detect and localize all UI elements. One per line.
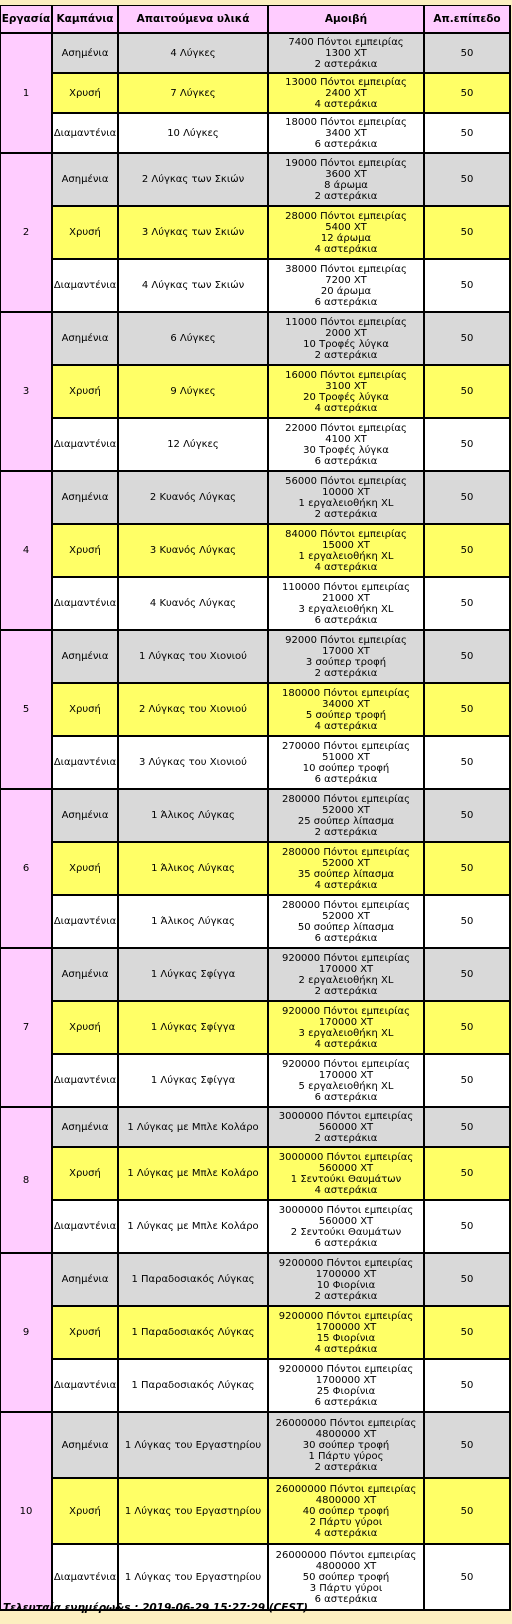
reward-line: 22000 Πόντοι εμπειρίας (285, 422, 407, 434)
reward-line: 4 αστεράκια (314, 98, 378, 110)
table-row (1, 207, 511, 260)
materials-cell: 1 Λύγκας του Εργαστηρίου (119, 1413, 269, 1479)
reward-line: 7200 XT (325, 274, 367, 286)
level-cell: 50 (425, 366, 511, 419)
reward-cell (269, 260, 425, 313)
last-updated-text: Τελευταία ενημέρω&s : 2019-06-29 15:27:29 (CEST) (3, 1602, 308, 1614)
level-cell: 50 (425, 896, 511, 949)
campaign-cell: Ασημένια (53, 1413, 119, 1479)
reward-line: 280000 Πόντοι εμπειρίας (281, 899, 411, 911)
task-number-cell: 10 (1, 1413, 53, 1611)
materials-cell: 1 Λύγκας Σφίγγα (119, 1002, 269, 1055)
reward-line: 4800000 XT (315, 1494, 377, 1506)
reward-line: 280000 Πόντοι εμπειρίας (281, 793, 411, 805)
table-row (1, 74, 511, 114)
materials-cell: 9 Λύγκες (119, 366, 269, 419)
reward-cell (269, 578, 425, 631)
materials-cell: 1 Λύγκας του Εργαστηρίου (119, 1479, 269, 1545)
reward-line: 4 αστεράκια (314, 243, 378, 255)
campaign-cell: Ασημένια (53, 154, 119, 207)
campaign-cell: Ασημένια (53, 472, 119, 525)
level-cell: 50 (425, 631, 511, 684)
reward-cell (269, 1148, 425, 1201)
reward-line: 110000 Πόντοι εμπειρίας (281, 581, 411, 593)
reward-line: 4 αστεράκια (314, 720, 378, 732)
campaign-cell: Ασημένια (53, 313, 119, 366)
reward-line: 26000000 Πόντοι εμπειρίας (275, 1417, 417, 1429)
campaign-cell: Διαμαντένια (53, 419, 119, 472)
table-row (1, 260, 511, 313)
reward-line: 560000 XT (318, 1162, 374, 1174)
table-row (1, 366, 511, 419)
reward-line: 1 εργαλειοθήκη XL (298, 497, 394, 509)
level-cell: 50 (425, 207, 511, 260)
task-number-cell: 2 (1, 154, 53, 313)
materials-cell: 1 Λύγκας του Εργαστηρίου (119, 1545, 269, 1611)
materials-cell: 12 Λύγκες (119, 419, 269, 472)
level-cell: 50 (425, 1002, 511, 1055)
reward-line: 2 αστεράκια (314, 58, 378, 70)
reward-line: 1 Πάρτυ γύρος (308, 1450, 384, 1462)
reward-line: 920000 Πόντοι εμπειρίας (281, 952, 411, 964)
reward-line: 6 αστεράκια (314, 1396, 378, 1408)
reward-line: 9200000 Πόντοι εμπειρίας (278, 1363, 414, 1375)
reward-cell (269, 154, 425, 207)
reward-cell (269, 896, 425, 949)
reward-line: 3 Πάρτυ γύροι (309, 1582, 383, 1594)
reward-line: 1700000 XT (315, 1374, 377, 1386)
campaign-cell: Χρυσή (53, 366, 119, 419)
reward-line: 15 Φιορίνια (316, 1332, 376, 1344)
campaign-cell: Διαμαντένια (53, 260, 119, 313)
campaign-cell: Χρυσή (53, 1307, 119, 1360)
table-row (1, 1002, 511, 1055)
reward-line: 170000 XT (318, 963, 374, 975)
reward-line: 92000 Πόντοι εμπειρίας (285, 634, 407, 646)
reward-line: 4800000 XT (315, 1428, 377, 1440)
materials-cell: 4 Λύγκες (119, 34, 269, 74)
reward-line: 2 αστεράκια (314, 667, 378, 679)
reward-cell (269, 1055, 425, 1108)
reward-line: 920000 Πόντοι εμπειρίας (281, 1005, 411, 1017)
table-row (1, 1360, 511, 1413)
level-cell: 50 (425, 843, 511, 896)
level-cell: 50 (425, 1108, 511, 1148)
reward-cell (269, 366, 425, 419)
campaign-cell: Χρυσή (53, 843, 119, 896)
materials-cell: 1 Λύγκας Σφίγγα (119, 1055, 269, 1108)
campaign-cell: Χρυσή (53, 74, 119, 114)
reward-cell (269, 1108, 425, 1148)
reward-line: 2 Πάρτυ γύροι (309, 1516, 383, 1528)
reward-line: 6 αστεράκια (314, 296, 378, 308)
reward-line: 4 αστεράκια (314, 561, 378, 573)
reward-line: 50 σούπερ τροφή (302, 1571, 390, 1583)
reward-cell (269, 419, 425, 472)
level-cell: 50 (425, 260, 511, 313)
reward-line: 13000 Πόντοι εμπειρίας (285, 76, 407, 88)
reward-line: 8 άρωμα (324, 179, 368, 191)
header-reward: Αμοιβή (269, 6, 425, 34)
materials-cell: 7 Λύγκες (119, 74, 269, 114)
reward-line: 38000 Πόντοι εμπειρίας (285, 263, 407, 275)
level-cell: 50 (425, 578, 511, 631)
level-cell: 50 (425, 154, 511, 207)
reward-line: 1700000 XT (315, 1321, 377, 1333)
task-number-cell: 4 (1, 472, 53, 631)
reward-cell (269, 74, 425, 114)
reward-line: 3 εργαλειοθήκη XL (298, 1027, 394, 1039)
header-level: Απ.επίπεδο (425, 6, 511, 34)
reward-line: 18000 Πόντοι εμπειρίας (285, 116, 407, 128)
table-row (1, 525, 511, 578)
campaign-cell: Διαμαντένια (53, 578, 119, 631)
task-number-cell: 6 (1, 790, 53, 949)
reward-line: 9200000 Πόντοι εμπειρίας (278, 1310, 414, 1322)
level-cell: 50 (425, 1254, 511, 1307)
level-cell: 50 (425, 1148, 511, 1201)
reward-line: 2 αστεράκια (314, 985, 378, 997)
reward-line: 52000 XT (322, 804, 370, 816)
table-row (1, 1307, 511, 1360)
reward-cell (269, 207, 425, 260)
task-number-cell: 5 (1, 631, 53, 790)
materials-cell: 2 Λύγκας του Χιονιού (119, 684, 269, 737)
reward-line: 6 αστεράκια (314, 1593, 378, 1605)
level-cell: 50 (425, 74, 511, 114)
reward-line: 3 εργαλειοθήκη XL (298, 603, 394, 615)
reward-cell (269, 737, 425, 790)
campaign-cell: Διαμαντένια (53, 1055, 119, 1108)
campaign-cell: Ασημένια (53, 790, 119, 843)
reward-line: 1 Σεντούκι Θαυμάτων (290, 1173, 402, 1185)
level-cell: 50 (425, 790, 511, 843)
reward-line: 3600 XT (325, 168, 367, 180)
reward-line: 4 αστεράκια (314, 1527, 378, 1539)
reward-line: 50 σούπερ λίπασμα (297, 921, 395, 933)
reward-line: 4100 XT (325, 433, 367, 445)
reward-cell (269, 1413, 425, 1479)
reward-line: 10 Φιορίνια (316, 1279, 376, 1291)
reward-line: 56000 Πόντοι εμπειρίας (285, 475, 407, 487)
reward-line: 16000 Πόντοι εμπειρίας (285, 369, 407, 381)
level-cell: 50 (425, 1479, 511, 1545)
reward-line: 2 εργαλειοθήκη XL (298, 974, 394, 986)
campaign-cell: Χρυσή (53, 1479, 119, 1545)
reward-line: 20 Τροφές λύγκα (303, 391, 389, 403)
task-number-cell: 7 (1, 949, 53, 1108)
materials-cell: 3 Λύγκας των Σκιών (119, 207, 269, 260)
reward-line: 3000000 Πόντοι εμπειρίας (278, 1110, 414, 1122)
reward-cell (269, 1002, 425, 1055)
reward-line: 270000 Πόντοι εμπειρίας (281, 740, 411, 752)
campaign-cell: Διαμαντένια (53, 114, 119, 154)
reward-line: 170000 XT (318, 1069, 374, 1081)
reward-line: 5400 XT (325, 221, 367, 233)
reward-line: 51000 XT (322, 751, 370, 763)
level-cell: 50 (425, 34, 511, 74)
rewards-table (0, 5, 511, 1611)
materials-cell: 10 Λύγκες (119, 114, 269, 154)
reward-line: 6 αστεράκια (314, 455, 378, 467)
reward-line: 11000 Πόντοι εμπειρίας (285, 316, 407, 328)
materials-cell: 1 Παραδοσιακός Λύγκας (119, 1360, 269, 1413)
reward-line: 3000000 Πόντοι εμπειρίας (278, 1204, 414, 1216)
reward-line: 4 αστεράκια (314, 1343, 378, 1355)
table-row (1, 578, 511, 631)
campaign-cell: Χρυσή (53, 1002, 119, 1055)
reward-line: 4 αστεράκια (314, 1038, 378, 1050)
reward-line: 52000 XT (322, 857, 370, 869)
reward-line: 5 εργαλειοθήκη XL (298, 1080, 394, 1092)
reward-cell (269, 684, 425, 737)
materials-cell: 4 Κυανός Λύγκας (119, 578, 269, 631)
materials-cell: 3 Κυανός Λύγκας (119, 525, 269, 578)
reward-line: 6 αστεράκια (314, 932, 378, 944)
reward-line: 25 Φιορίνια (316, 1385, 376, 1397)
level-cell: 50 (425, 949, 511, 1002)
campaign-cell: Ασημένια (53, 631, 119, 684)
reward-line: 30 Τροφές λύγκα (303, 444, 389, 456)
table-row (1, 1254, 511, 1307)
reward-line: 2 αστεράκια (314, 1132, 378, 1144)
table-row (1, 896, 511, 949)
level-cell: 50 (425, 472, 511, 525)
table-header-row (1, 6, 511, 34)
reward-line: 1 εργαλειοθήκη XL (298, 550, 394, 562)
table-row (1, 684, 511, 737)
level-cell: 50 (425, 684, 511, 737)
reward-line: 20 άρωμα (320, 285, 372, 297)
materials-cell: 4 Λύγκας των Σκιών (119, 260, 269, 313)
reward-line: 40 σούπερ τροφή (302, 1505, 390, 1517)
reward-cell (269, 34, 425, 74)
reward-cell (269, 1254, 425, 1307)
reward-line: 2 αστεράκια (314, 349, 378, 361)
level-cell: 50 (425, 419, 511, 472)
table-row (1, 843, 511, 896)
table-row (1, 34, 511, 74)
reward-line: 6 αστεράκια (314, 773, 378, 785)
reward-line: 84000 Πόντοι εμπειρίας (285, 528, 407, 540)
reward-line: 15000 XT (322, 539, 370, 551)
materials-cell: 1 Παραδοσιακός Λύγκας (119, 1254, 269, 1307)
reward-line: 5 σούπερ τροφή (305, 709, 387, 721)
reward-line: 17000 XT (322, 645, 370, 657)
task-number-cell: 1 (1, 34, 53, 154)
task-number-cell: 8 (1, 1108, 53, 1254)
table-row (1, 790, 511, 843)
table-row (1, 1148, 511, 1201)
reward-line: 35 σούπερ λίπασμα (297, 868, 395, 880)
campaign-cell: Διαμαντένια (53, 737, 119, 790)
reward-line: 6 αστεράκια (314, 138, 378, 150)
materials-cell: 1 Άλικος Λύγκας (119, 843, 269, 896)
materials-cell: 1 Λύγκας του Χιονιού (119, 631, 269, 684)
reward-line: 6 αστεράκια (314, 614, 378, 626)
campaign-cell: Διαμαντένια (53, 1545, 119, 1611)
reward-cell (269, 114, 425, 154)
reward-line: 10 Τροφές λύγκα (303, 338, 389, 350)
campaign-cell: Ασημένια (53, 1254, 119, 1307)
reward-line: 4 αστεράκια (314, 402, 378, 414)
reward-line: 25 σούπερ λίπασμα (297, 815, 395, 827)
level-cell: 50 (425, 313, 511, 366)
reward-line: 920000 Πόντοι εμπειρίας (281, 1058, 411, 1070)
reward-cell (269, 525, 425, 578)
table-row (1, 1413, 511, 1479)
reward-line: 6 αστεράκια (314, 1237, 378, 1249)
header-materials: Απαιτούμενα υλικά (119, 6, 269, 34)
task-number-cell: 9 (1, 1254, 53, 1413)
reward-cell (269, 472, 425, 525)
reward-cell (269, 1307, 425, 1360)
reward-line: 3000000 Πόντοι εμπειρίας (278, 1151, 414, 1163)
table-row (1, 154, 511, 207)
materials-cell: 6 Λύγκες (119, 313, 269, 366)
reward-line: 4800000 XT (315, 1560, 377, 1572)
reward-line: 4 αστεράκια (314, 1184, 378, 1196)
reward-line: 10000 XT (322, 486, 370, 498)
level-cell: 50 (425, 1055, 511, 1108)
reward-line: 170000 XT (318, 1016, 374, 1028)
reward-line: 560000 XT (318, 1121, 374, 1133)
reward-line: 26000000 Πόντοι εμπειρίας (275, 1549, 417, 1561)
reward-cell (269, 1479, 425, 1545)
table-row (1, 1108, 511, 1148)
reward-line: 2 Σεντούκι Θαυμάτων (290, 1226, 402, 1238)
reward-line: 30 σούπερ τροφή (302, 1439, 390, 1451)
level-cell: 50 (425, 1201, 511, 1254)
reward-line: 3400 XT (325, 127, 367, 139)
reward-cell (269, 1201, 425, 1254)
table-body (1, 34, 511, 1611)
table-row (1, 1055, 511, 1108)
level-cell: 50 (425, 737, 511, 790)
reward-cell (269, 790, 425, 843)
reward-line: 52000 XT (322, 910, 370, 922)
table-row (1, 737, 511, 790)
header-task: Εργασία (1, 6, 53, 34)
reward-line: 2 αστεράκια (314, 1290, 378, 1302)
campaign-cell: Διαμαντένια (53, 1201, 119, 1254)
campaign-cell: Ασημένια (53, 1108, 119, 1148)
level-cell: 50 (425, 525, 511, 578)
reward-line: 1700000 XT (315, 1268, 377, 1280)
materials-cell: 2 Κυανός Λύγκας (119, 472, 269, 525)
task-number-cell: 3 (1, 313, 53, 472)
reward-line: 2 αστεράκια (314, 190, 378, 202)
reward-line: 4 αστεράκια (314, 879, 378, 891)
level-cell: 50 (425, 1307, 511, 1360)
materials-cell: 1 Λύγκας με Μπλε Κολάρο (119, 1201, 269, 1254)
level-cell: 50 (425, 1360, 511, 1413)
campaign-cell: Ασημένια (53, 34, 119, 74)
reward-line: 34000 XT (322, 698, 370, 710)
reward-line: 12 άρωμα (320, 232, 372, 244)
reward-line: 2 αστεράκια (314, 1461, 378, 1473)
level-cell: 50 (425, 114, 511, 154)
table-row (1, 1479, 511, 1545)
reward-line: 6 αστεράκια (314, 1091, 378, 1103)
reward-line: 3100 XT (325, 380, 367, 392)
table-row (1, 472, 511, 525)
reward-line: 2000 XT (325, 327, 367, 339)
materials-cell: 3 Λύγκας του Χιονιού (119, 737, 269, 790)
materials-cell: 1 Άλικος Λύγκας (119, 790, 269, 843)
campaign-cell: Διαμαντένια (53, 1360, 119, 1413)
reward-line: 2 αστεράκια (314, 826, 378, 838)
reward-line: 21000 XT (322, 592, 370, 604)
level-cell: 50 (425, 1413, 511, 1479)
materials-cell: 1 Άλικος Λύγκας (119, 896, 269, 949)
materials-cell: 2 Λύγκας των Σκιών (119, 154, 269, 207)
reward-cell (269, 1360, 425, 1413)
level-cell: 50 (425, 1545, 511, 1611)
reward-line: 10 σούπερ τροφή (302, 762, 390, 774)
materials-cell: 1 Παραδοσιακός Λύγκας (119, 1307, 269, 1360)
reward-line: 3 σούπερ τροφή (305, 656, 387, 668)
materials-cell: 1 Λύγκας Σφίγγα (119, 949, 269, 1002)
reward-cell (269, 949, 425, 1002)
rewards-table-wrapper (0, 5, 512, 1611)
reward-line: 26000000 Πόντοι εμπειρίας (275, 1483, 417, 1495)
campaign-cell: Χρυσή (53, 684, 119, 737)
reward-cell (269, 843, 425, 896)
reward-cell (269, 313, 425, 366)
materials-cell: 1 Λύγκας με Μπλε Κολάρο (119, 1108, 269, 1148)
table-row (1, 631, 511, 684)
campaign-cell: Χρυσή (53, 525, 119, 578)
header-campaign: Καμπάνια (53, 6, 119, 34)
reward-line: 9200000 Πόντοι εμπειρίας (278, 1257, 414, 1269)
campaign-cell: Χρυσή (53, 207, 119, 260)
reward-line: 7400 Πόντοι εμπειρίας (288, 36, 404, 48)
reward-line: 180000 Πόντοι εμπειρίας (281, 687, 411, 699)
campaign-cell: Διαμαντένια (53, 896, 119, 949)
table-row (1, 114, 511, 154)
materials-cell: 1 Λύγκας με Μπλε Κολάρο (119, 1148, 269, 1201)
table-row (1, 949, 511, 1002)
reward-cell (269, 631, 425, 684)
reward-line: 28000 Πόντοι εμπειρίας (285, 210, 407, 222)
reward-line: 560000 XT (318, 1215, 374, 1227)
table-row (1, 419, 511, 472)
table-row (1, 313, 511, 366)
reward-line: 19000 Πόντοι εμπειρίας (285, 157, 407, 169)
campaign-cell: Χρυσή (53, 1148, 119, 1201)
reward-line: 2 αστεράκια (314, 508, 378, 520)
reward-line: 1300 XT (325, 47, 367, 59)
campaign-cell: Ασημένια (53, 949, 119, 1002)
reward-line: 280000 Πόντοι εμπειρίας (281, 846, 411, 858)
reward-line: 2400 XT (325, 87, 367, 99)
table-row (1, 1201, 511, 1254)
